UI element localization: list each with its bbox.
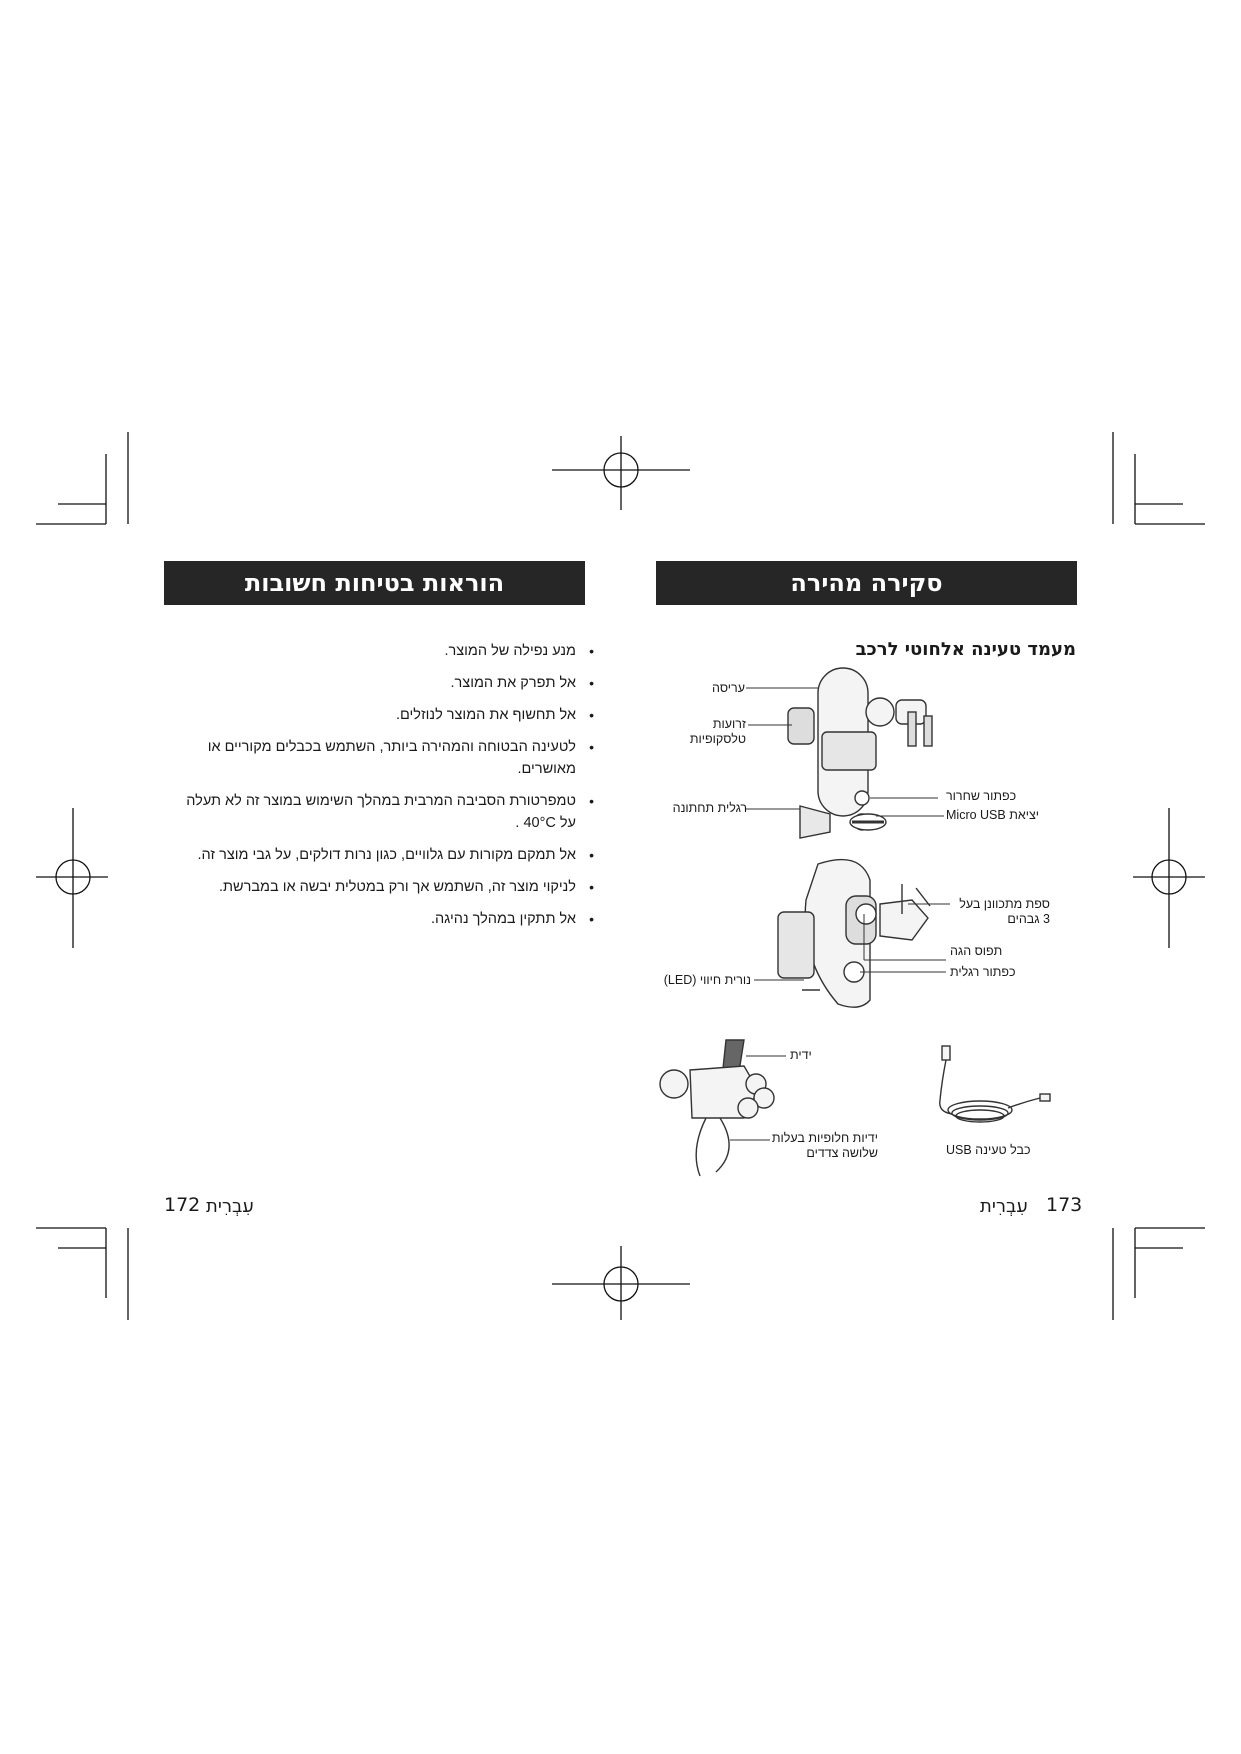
- page-number-right: 173: [1046, 1194, 1083, 1216]
- label-alt-handles: ידיות חלופיות בעלות שלושה צדדים: [771, 1131, 878, 1160]
- label-leg-button: כפתור רגלית: [950, 965, 1016, 979]
- list-item: • לניקוי מוצר זה, השתמש אך ורק במטלית יבשה או במברשת.: [176, 876, 596, 898]
- label-usb-cable: כבל טעינה USB: [946, 1143, 1031, 1157]
- holder-side-illustration: [778, 860, 930, 1008]
- list-item: • טמפרטורת הסביבה המרבית במהלך השימוש במוצר זה לא תעלה על 40°C .: [176, 790, 596, 834]
- list-item: • אל תפרק את המוצר.: [176, 672, 596, 694]
- label-micro-usb: יציאת Micro USB: [946, 808, 1039, 822]
- label-release-button: כפתור שחרור: [946, 789, 1017, 803]
- holder-front-illustration: [788, 668, 932, 838]
- list-item: • מנע נפילה של המוצר.: [176, 640, 596, 662]
- overview-header: סקירה מהירה: [656, 561, 1077, 605]
- list-item: • אל תמקם מקורות עם גלוויים, כגון נרות דולקים, על גבי מוצר זה.: [176, 844, 596, 866]
- label-cradle: עריסה: [712, 681, 745, 695]
- safety-bullet-list: [176, 640, 596, 940]
- list-item: • לטעינה הבטוחה והמהירה ביותר, השתמש בכבלים מקוריים או מאושרים.: [176, 736, 596, 780]
- label-led: נורית חיווי (LED): [663, 973, 751, 987]
- label-handle: ידית: [790, 1048, 812, 1062]
- usb-cable-illustration: [940, 1046, 1050, 1122]
- label-support-leg: רגלית תחתונה: [672, 801, 747, 815]
- list-item: • אל תתקין במהלך נהיגה.: [176, 908, 596, 930]
- product-subtitle: מעמד טעינה אלחוטי לרכב: [855, 639, 1076, 660]
- list-item: • אל תחשוף את המוצר לנוזלים.: [176, 704, 596, 726]
- page-language-right: עִבְרִית: [980, 1196, 1028, 1217]
- safety-header: הוראות בטיחות חשובות: [164, 561, 585, 605]
- label-vent-clip: ספת מתכוונן בעל 3 גבהים: [959, 897, 1050, 926]
- label-arms: זרועות טלסקופיות: [689, 717, 746, 746]
- page-language-left: עִבְרִית: [206, 1196, 254, 1217]
- page-number-left: 172: [164, 1194, 201, 1216]
- handles-illustration: [660, 1040, 774, 1176]
- label-lock-knob: תפוס הגה: [950, 944, 1003, 958]
